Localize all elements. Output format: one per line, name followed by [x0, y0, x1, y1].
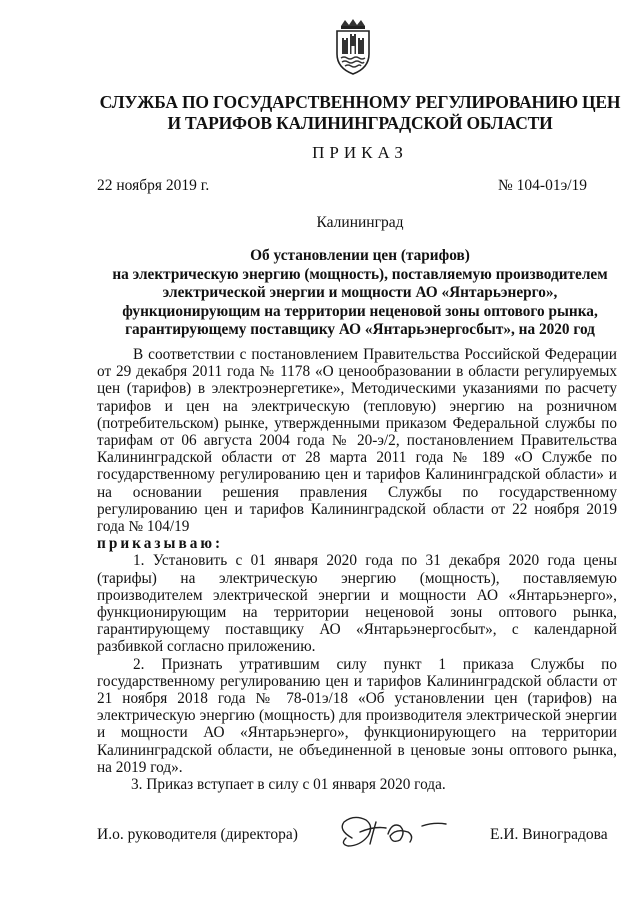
order-date: 22 ноября 2019 г. — [97, 177, 210, 194]
order-body — [97, 346, 617, 793]
preamble-paragraph: В соответствии с постановлением Правительства Российской Федерации от 29 декабря 2011 года № 1178 «О ценообразовании в области регулируемых цен (тарифов) в электроэнергетике», Методическими указаниями по расчету тарифов и цен на электрическую (тепловую) энергию на розничном (потребительском) рынке, утвержденными приказом Федеральной службы по тарифам от 06 августа 2004 года № 20-э/2, постановлением Правительства Калининградской области от 28 марта 2011 года № 189 «О Службе по государственному регулированию цен и тарифов Калининградской области» и на основании решения правления Службы по государственному регулированию цен и тарифов Калининградской области от 22 ноября 2019 года № 104/19 — [97, 346, 617, 536]
order-title-line-4: функционирующим на территории неценовой зоны оптового рынка, — [122, 302, 598, 320]
signatory-role: И.о. руководителя (директора) — [97, 826, 298, 843]
order-title-line-1: Об установлении цен (тарифов) — [250, 247, 470, 264]
handwritten-signature-icon — [330, 812, 450, 856]
order-item-1: 1. Установить с 01 января 2020 года по 31 декабря 2020 года цены (тарифы) на электрическую энергию (мощность), поставляемую производителем электрической энергии и мощности АО «Янтарьэнерго», функционирующим на территории неценовой зоны оптового рынка, гарантирующему поставщику АО «Янтарьэнергосбыт», с календарной разбивкой согласно приложению. — [97, 552, 617, 656]
prikazyvayu-word: приказываю: — [97, 535, 224, 553]
signatory-name: Е.И. Виноградова — [490, 826, 608, 843]
order-number: № 104-01э/19 — [498, 177, 588, 194]
order-heading: ПРИКАЗ — [312, 143, 408, 162]
organization-title — [80, 92, 640, 134]
organization-title-line-1: СЛУЖБА ПО ГОСУДАРСТВЕННОМУ РЕГУЛИРОВАНИЮ ЦЕН — [99, 92, 621, 112]
order-title-line-2: на электрическую энергию (мощность), поставляемую производителем — [112, 265, 608, 283]
order-title-line-5: гарантирующему поставщику АО «Янтарьэнергосбыт», на 2020 год — [125, 321, 595, 338]
order-title — [90, 247, 630, 340]
order-title-line-3: электрической энергии и мощности АО «Янтарьэнерго», — [162, 284, 558, 301]
city-name: Калининград — [316, 214, 404, 231]
order-item-2: 2. Признать утратившим силу пункт 1 приказа Службы по государственному регулированию цен и тарифов Калининградской области от 21 ноября 2018 года № 78-01э/18 «Об установлении цен (тарифов) на электрическую энергию (мощность) для производителя электрической энергии и мощности АО «Янтарьэнерго», функционирующего на территории Калининградской области, не объединенной в ценовые зоны оптового рынка, на 2019 год». — [97, 655, 617, 776]
order-item-3: 3. Приказ вступает в силу с 01 января 2020 года. — [131, 776, 446, 794]
coat-of-arms-icon — [331, 18, 375, 76]
organization-title-line-2: И ТАРИФОВ КАЛИНИНГРАДСКОЙ ОБЛАСТИ — [167, 113, 553, 133]
